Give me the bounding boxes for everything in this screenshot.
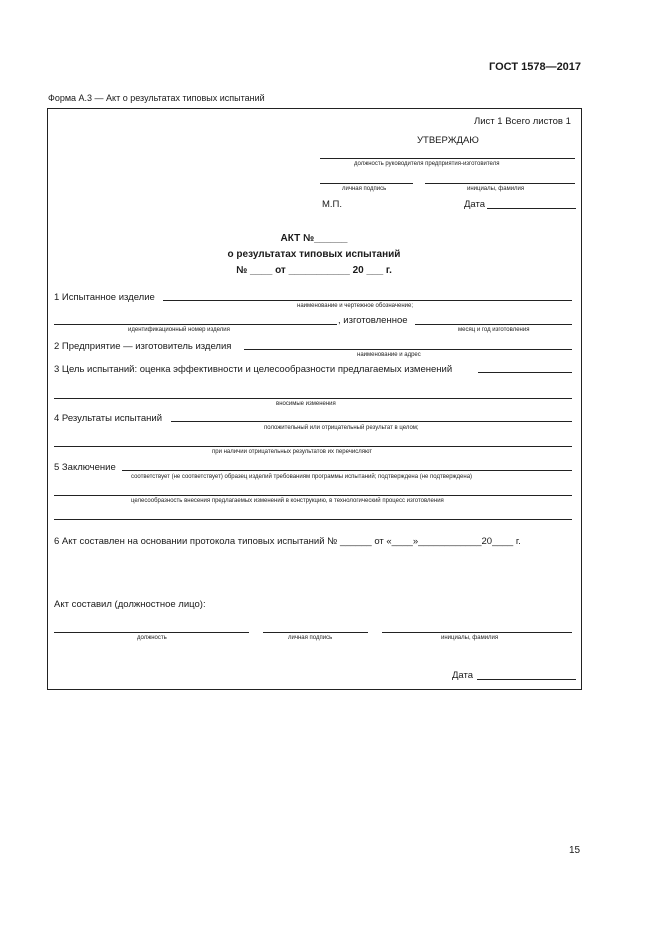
act-title-subject: о результатах типовых испытаний (227, 249, 401, 260)
caption-initials-2: инициалы, фамилия (441, 635, 499, 641)
compiled-by-label: Акт составил (должностное лицо): (54, 599, 206, 610)
item1-label: 1 Испытанное изделие (54, 292, 155, 303)
item6-label: 6 Акт составлен на основании протокола типовых испытаний № ______ от «____»____________20____ г. (54, 536, 521, 547)
caption-negative: при наличии отрицательных результатов их перечисляют (212, 449, 373, 455)
act-title-number: АКТ №______ (280, 233, 348, 244)
page-number: 15 (569, 845, 581, 856)
item5-field-3[interactable] (54, 519, 572, 520)
caption-item-name: наименование и чертежное обозначение; (297, 303, 413, 309)
sheet-count: Лист 1 Всего листов 1 (474, 116, 571, 127)
caption-head-position: должность руководителя предприятия-изготовителя (354, 161, 500, 167)
item1-name-field[interactable] (163, 300, 572, 301)
act-title-date: № ____ от ___________ 20 ___ г. (236, 265, 392, 276)
item2-label: 2 Предприятие — изготовитель изделия (54, 341, 232, 352)
item1-made-label: , изготовленное (338, 315, 408, 326)
item4-field[interactable] (171, 421, 572, 422)
compile-date-line[interactable] (477, 679, 576, 680)
caption-initials: инициалы, фамилия (467, 186, 525, 192)
compile-date-label: Дата (452, 670, 474, 681)
compiler-position-line[interactable] (54, 632, 249, 633)
item1-date-field[interactable] (415, 324, 572, 325)
caption-changes: вносимые изменения (276, 401, 336, 407)
approve-date-label: Дата (464, 199, 486, 210)
standard-header: ГОСТ 1578—2017 (489, 61, 582, 73)
item3-field-2[interactable] (54, 398, 572, 399)
item4-label: 4 Результаты испытаний (54, 413, 163, 424)
stamp-label: М.П. (322, 199, 343, 210)
approve-date-line[interactable] (487, 208, 576, 209)
item1-id-field[interactable] (54, 324, 337, 325)
caption-signature-2: личная подпись (288, 635, 333, 641)
head-initials-line[interactable] (425, 183, 575, 184)
item5-field-2[interactable] (54, 495, 572, 496)
item2-field[interactable] (244, 349, 572, 350)
caption-id-number: идентификационный номер изделия (128, 327, 230, 333)
form-caption: Форма А.3 — Акт о результатах типовых испытаний (48, 93, 265, 103)
caption-month-year: месяц и год изготовления (458, 327, 530, 333)
item4-field-2[interactable] (54, 446, 572, 447)
caption-position: должность (137, 635, 167, 641)
head-position-line[interactable] (320, 158, 575, 159)
item5-field[interactable] (122, 470, 572, 471)
item3-field[interactable] (478, 372, 572, 373)
compiler-initials-line[interactable] (382, 632, 572, 633)
approve-label: УТВЕРЖДАЮ (417, 135, 479, 146)
caption-name-address: наименование и адрес (357, 352, 421, 358)
caption-expediency: целесообразность внесения предлагаемых изменений в конструкцию, в технологический процесс изготовления (131, 498, 444, 504)
caption-conformity: соответствует (не соответствует) образец изделий требованиям программы испытаний; подтверждена (не подтверждена) (131, 474, 473, 480)
caption-result: положительный или отрицательный результат в целом; (264, 425, 419, 431)
head-signature-line[interactable] (320, 183, 413, 184)
item5-label: 5 Заключение (54, 462, 116, 473)
item3-label: 3 Цель испытаний: оценка эффективности и целесообразности предлагаемых изменений (54, 364, 453, 375)
caption-signature: личная подпись (342, 186, 387, 192)
compiler-signature-line[interactable] (263, 632, 368, 633)
